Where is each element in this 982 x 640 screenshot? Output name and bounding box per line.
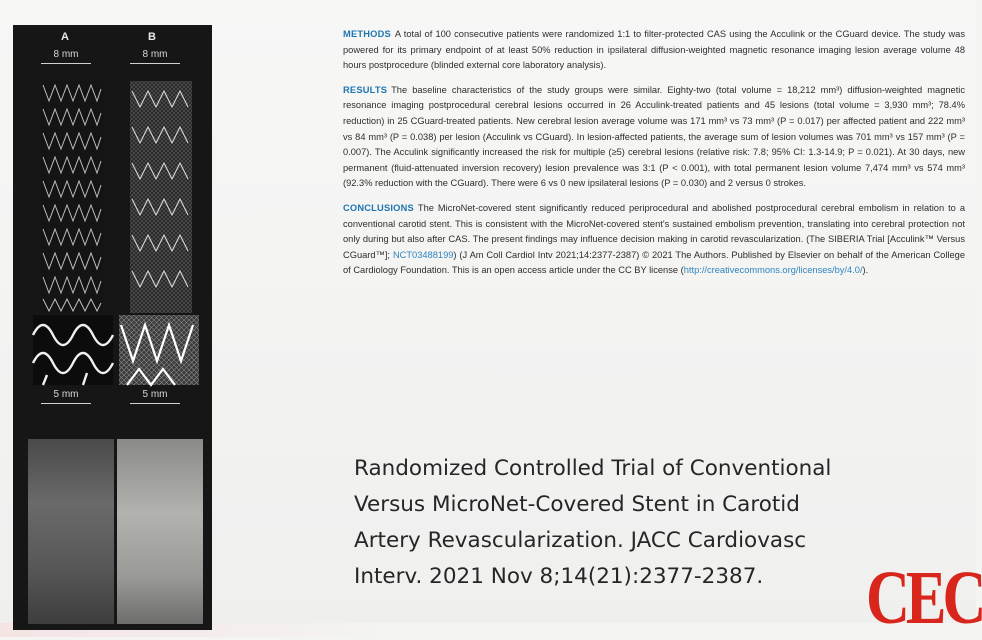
scale-label-mid-a: 5 mm [53,389,79,400]
citation-line-4: Interv. 2021 Nov 8;14(21):2377-2387. [354,564,764,589]
methods-heading: METHODS [343,29,391,39]
scalebar-mid-a [41,403,91,404]
stent-a-closeup-image [33,315,113,385]
results-heading: RESULTS [343,84,388,95]
abstract-text [343,27,965,288]
scale-label-top-b: 8 mm [142,49,168,60]
conclusions-text: The MicroNet-covered stent significantly reduced periprocedural and abolished postprocedural cerebral embolism in relation to a conventional carotid stent. This is consistent with the MicroNet-covered stent's sustained embolism prevention, translating into cerebral protection not only during but also after CAS. The present findings may influence decision making in carotid revascularization. (The SIBERIA Trial [Acculink™ Versus CGuard™]; [343,202,965,260]
scale-label-top-a: 8 mm [53,49,79,60]
methods-paragraph [343,27,965,74]
license-link[interactable]: http://creativecommons.org/licenses/by/4.0/ [683,265,863,276]
column-a-label: A [61,31,69,43]
citation-block [354,451,944,595]
citation-line-2: Versus MicroNet-Covered Stent in Carotid [354,492,800,517]
column-b-label: B [148,31,156,43]
stent-b-xray-image [117,439,203,624]
citation-line-3: Artery Revascularization. JACC Cardiovasc [354,528,807,553]
scalebar-top-b [130,63,180,64]
citation-line-1: Randomized Controlled Trial of Conventional [354,456,832,481]
stent-figure-panel [13,25,212,630]
cec-logo: CEC [866,556,982,640]
results-text: The baseline characteristics of the study groups were similar. Eighty-two (total volume = 18,212 mm³) diffusion-weighted magnetic resonance imaging postprocedural cerebral lesions occurred in 26 Acculink-treated patients and 45 lesions (total volume = 3,930 mm³; 78.4% reduction) in 25 CGuard-treated patients. New cerebral lesion average volume was 171 mm³ vs 73 mm³ (P = 0.017) per affected patient and 222 mm³ vs 84 mm³ (P = 0.038) per lesion (Acculink vs CGuard). In lesion-affected patients, the average sum of lesion volumes was 701 mm³ vs 157 mm³ (P = 0.007). The Acculink significantly increased the risk for multiple (≥5) cerebral lesions (relative risk: 7.8; 95% CI: 1.3-14.9; P = 0.021). At 30 days, new permanent (fluid-attenuated inversion recovery) lesion prevalence was 3:1 (P < 0.001), with total permanent lesion volume 7,474 mm³ vs 574 mm³ (92.3% reduction with the CGuard). There were 6 vs 0 new ipsilateral lesions (P = 0.030) and 2 versus 0 strokes. [343,84,965,189]
trial-id-link[interactable]: NCT03488199 [392,249,454,260]
methods-text: A total of 100 consecutive patients were randomized 1:1 to filter-protected CAS using the Acculink or the CGuard device. The study was powered for its primary endpoint of at least 50% reduction in ipsilateral diffusion-weighted magnetic resonance imaging lesion average volume 48 hours postprocedure (blinded external core laboratory analysis). [343,29,965,71]
results-paragraph [343,83,965,192]
conclusions-heading: CONCLUSIONS [343,202,414,213]
scalebar-mid-b [130,403,180,404]
scalebar-top-a [41,63,91,64]
conclusions-paragraph [343,201,965,279]
stent-a-xray-image [28,439,114,624]
conclusions-tail: ) (J Am Coll Cardiol Intv 2021;14:2377-2387) © 2021 The Authors. Published by Elsevier on behalf of the American College of Cardiology Foundation. This is an open access article under the CC BY license ( [343,249,965,276]
stent-b-closeup-image [119,315,199,385]
stent-b-full-image [130,81,192,313]
scale-label-mid-b: 5 mm [142,389,168,400]
stent-a-full-image [41,81,103,313]
conclusions-end: ). [862,265,869,276]
